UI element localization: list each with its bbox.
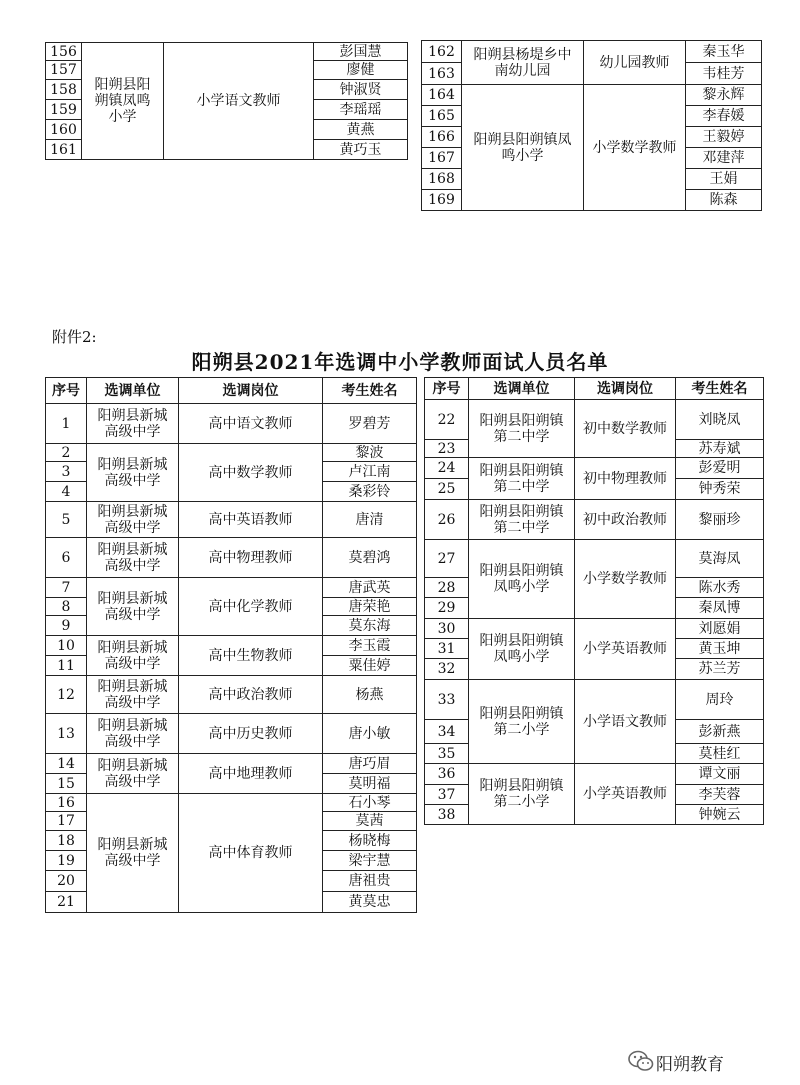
candidate-name-cell: 唐巧眉 (323, 754, 417, 774)
unit-cell: 阳朔县新城高级中学 (87, 676, 179, 714)
seq-cell: 27 (425, 540, 469, 578)
seq-cell: 32 (425, 659, 469, 680)
post-cell: 初中数学教师 (575, 400, 676, 458)
candidate-name-cell: 钟婉云 (676, 805, 764, 825)
candidate-name-cell: 王毅婷 (686, 127, 762, 148)
seq-cell: 159 (46, 100, 82, 120)
seq-cell: 166 (422, 127, 462, 148)
continuation-table-right (421, 40, 762, 211)
candidate-name-cell: 罗碧芳 (323, 404, 417, 444)
candidate-name-cell: 陈水秀 (676, 578, 764, 598)
post-cell: 小学语文教师 (575, 680, 676, 764)
candidate-name-cell: 刘晓凤 (676, 400, 764, 440)
header-unit: 选调单位 (87, 378, 179, 404)
post-cell: 初中物理教师 (575, 458, 676, 500)
table-row (46, 538, 417, 578)
table-row (46, 754, 417, 774)
seq-cell: 14 (46, 754, 87, 774)
candidate-name-cell: 钟秀荣 (676, 479, 764, 500)
unit-cell: 阳朔县新城高级中学 (87, 404, 179, 444)
unit-cell: 阳朔县新城高级中学 (87, 578, 179, 636)
candidate-name-cell: 李瑶瑶 (314, 100, 408, 120)
header-post: 选调岗位 (575, 378, 676, 400)
seq-cell: 17 (46, 812, 87, 831)
candidate-name-cell: 彭国慧 (314, 43, 408, 61)
post-cell: 小学数学教师 (575, 540, 676, 619)
table-row (425, 540, 764, 578)
candidate-name-cell: 邓建萍 (686, 148, 762, 169)
seq-cell: 38 (425, 805, 469, 825)
table-header-row (46, 378, 417, 404)
candidate-name-cell: 莫明福 (323, 774, 417, 794)
candidate-name-cell: 桑彩铃 (323, 482, 417, 502)
table-row (46, 794, 417, 812)
candidate-name-cell: 苏兰芳 (676, 659, 764, 680)
table-row (422, 85, 762, 106)
seq-cell: 156 (46, 43, 82, 61)
post-cell: 高中体育教师 (179, 794, 323, 913)
table-row (46, 636, 417, 656)
candidate-name-cell: 彭新燕 (676, 720, 764, 744)
seq-cell: 161 (46, 140, 82, 160)
seq-cell: 164 (422, 85, 462, 106)
seq-cell: 169 (422, 190, 462, 211)
candidate-name-cell: 莫茜 (323, 812, 417, 831)
candidate-name-cell: 唐清 (323, 502, 417, 538)
page-title: 阳朔县2021年选调中小学教师面试人员名单 (191, 350, 609, 374)
unit-cell: 阳朔县新城高级中学 (87, 714, 179, 754)
seq-cell: 10 (46, 636, 87, 656)
candidate-name-cell: 黎丽珍 (676, 500, 764, 540)
unit-cell: 阳朔县新城高级中学 (87, 794, 179, 913)
seq-cell: 9 (46, 616, 87, 636)
seq-cell: 28 (425, 578, 469, 598)
post-cell: 高中数学教师 (179, 444, 323, 502)
post-cell: 高中政治教师 (179, 676, 323, 714)
candidate-name-cell: 苏寿斌 (676, 440, 764, 458)
table-row (46, 578, 417, 598)
table-row (425, 400, 764, 440)
candidate-name-cell: 陈森 (686, 190, 762, 211)
unit-cell: 阳朔县阳朔镇第二小学 (469, 764, 575, 825)
seq-cell: 165 (422, 106, 462, 127)
candidate-name-cell: 唐荣艳 (323, 598, 417, 616)
seq-cell: 31 (425, 639, 469, 659)
candidate-name-cell: 黄巧玉 (314, 140, 408, 160)
post-cell: 幼儿园教师 (584, 41, 686, 85)
candidate-name-cell: 杨晓梅 (323, 831, 417, 851)
candidate-name-cell: 廖健 (314, 61, 408, 80)
unit-cell: 阳朔县新城高级中学 (87, 538, 179, 578)
post-cell: 高中英语教师 (179, 502, 323, 538)
candidate-name-cell: 王娟 (686, 169, 762, 190)
candidate-name-cell: 唐小敏 (323, 714, 417, 754)
post-cell: 初中政治教师 (575, 500, 676, 540)
unit-cell: 阳朔县杨堤乡中南幼儿园 (462, 41, 584, 85)
post-cell: 小学数学教师 (584, 85, 686, 211)
post-cell: 高中历史教师 (179, 714, 323, 754)
candidate-name-cell: 莫桂红 (676, 744, 764, 764)
unit-cell: 阳朔县阳朔镇第二小学 (469, 680, 575, 764)
table-row (46, 676, 417, 714)
unit-cell: 阳朔县新城高级中学 (87, 444, 179, 502)
candidate-name-cell: 谭文丽 (676, 764, 764, 785)
unit-cell: 阳朔县新城高级中学 (87, 636, 179, 676)
table-row (46, 502, 417, 538)
candidate-name-cell: 唐武英 (323, 578, 417, 598)
seq-cell: 18 (46, 831, 87, 851)
continuation-table-left (45, 42, 408, 160)
post-cell: 高中化学教师 (179, 578, 323, 636)
seq-cell: 6 (46, 538, 87, 578)
candidate-name-cell: 黄燕 (314, 120, 408, 140)
seq-cell: 33 (425, 680, 469, 720)
wechat-icon (628, 1050, 654, 1072)
unit-cell: 阳朔县阳朔镇第二中学 (469, 400, 575, 458)
table-row (422, 41, 762, 63)
seq-cell: 21 (46, 892, 87, 913)
post-cell: 高中物理教师 (179, 538, 323, 578)
header-name: 考生姓名 (676, 378, 764, 400)
seq-cell: 12 (46, 676, 87, 714)
seq-cell: 8 (46, 598, 87, 616)
seq-cell: 13 (46, 714, 87, 754)
seq-cell: 16 (46, 794, 87, 812)
candidate-name-cell: 粟佳婷 (323, 656, 417, 676)
seq-cell: 19 (46, 851, 87, 871)
candidate-name-cell: 黄莫忠 (323, 892, 417, 913)
seq-cell: 15 (46, 774, 87, 794)
table-header-row (425, 378, 764, 400)
header-seq: 序号 (46, 378, 87, 404)
unit-cell: 阳朔县阳朔镇凤鸣小学 (469, 619, 575, 680)
post-cell: 小学英语教师 (575, 764, 676, 825)
candidate-name-cell: 黎波 (323, 444, 417, 462)
candidate-name-cell: 韦桂芳 (686, 63, 762, 85)
candidate-name-cell: 卢江南 (323, 462, 417, 482)
candidate-name-cell: 黄玉坤 (676, 639, 764, 659)
header-unit: 选调单位 (469, 378, 575, 400)
post-cell: 高中地理教师 (179, 754, 323, 794)
seq-cell: 1 (46, 404, 87, 444)
seq-cell: 37 (425, 785, 469, 805)
post-cell: 小学英语教师 (575, 619, 676, 680)
seq-cell: 3 (46, 462, 87, 482)
table-row (46, 714, 417, 754)
seq-cell: 7 (46, 578, 87, 598)
seq-cell: 25 (425, 479, 469, 500)
seq-cell: 30 (425, 619, 469, 639)
seq-cell: 11 (46, 656, 87, 676)
table-row (425, 500, 764, 540)
seq-cell: 157 (46, 61, 82, 80)
candidate-name-cell: 彭爱明 (676, 458, 764, 479)
header-name: 考生姓名 (323, 378, 417, 404)
seq-cell: 162 (422, 41, 462, 63)
candidate-name-cell: 刘愿娟 (676, 619, 764, 639)
seq-cell: 36 (425, 764, 469, 785)
unit-cell: 阳朔县新城高级中学 (87, 502, 179, 538)
candidate-name-cell: 石小琴 (323, 794, 417, 812)
seq-cell: 22 (425, 400, 469, 440)
interview-list-table-right (424, 377, 764, 825)
candidate-name-cell: 莫海凤 (676, 540, 764, 578)
candidate-name-cell: 莫东海 (323, 616, 417, 636)
table-row (425, 619, 764, 639)
seq-cell: 2 (46, 444, 87, 462)
seq-cell: 4 (46, 482, 87, 502)
brand-name: 阳朔教育 (656, 1055, 724, 1075)
seq-cell: 168 (422, 169, 462, 190)
post-cell: 高中生物教师 (179, 636, 323, 676)
seq-cell: 20 (46, 871, 87, 892)
header-post: 选调岗位 (179, 378, 323, 404)
seq-cell: 23 (425, 440, 469, 458)
table-row (425, 764, 764, 785)
table-row (46, 404, 417, 444)
candidate-name-cell: 秦凤博 (676, 598, 764, 619)
candidate-name-cell: 李玉霞 (323, 636, 417, 656)
seq-cell: 26 (425, 500, 469, 540)
candidate-name-cell: 梁宇慧 (323, 851, 417, 871)
seq-cell: 160 (46, 120, 82, 140)
unit-cell: 阳朔县阳朔镇凤鸣小学 (469, 540, 575, 619)
attachment-label: 附件2: (52, 328, 97, 346)
candidate-name-cell: 秦玉华 (686, 41, 762, 63)
table-row (46, 43, 408, 61)
seq-cell: 167 (422, 148, 462, 169)
unit-cell: 阳朔县阳朔镇凤鸣小学 (82, 43, 164, 160)
seq-cell: 34 (425, 720, 469, 744)
table-row (425, 458, 764, 479)
table-row (46, 444, 417, 462)
candidate-name-cell: 杨燕 (323, 676, 417, 714)
candidate-name-cell: 周玲 (676, 680, 764, 720)
unit-cell: 阳朔县阳朔镇第二中学 (469, 458, 575, 500)
post-cell: 高中语文教师 (179, 404, 323, 444)
unit-cell: 阳朔县阳朔镇第二中学 (469, 500, 575, 540)
unit-cell: 阳朔县新城高级中学 (87, 754, 179, 794)
seq-cell: 29 (425, 598, 469, 619)
post-cell: 小学语文教师 (164, 43, 314, 160)
seq-cell: 158 (46, 80, 82, 100)
header-seq: 序号 (425, 378, 469, 400)
seq-cell: 35 (425, 744, 469, 764)
unit-cell: 阳朔县阳朔镇凤鸣小学 (462, 85, 584, 211)
table-row (425, 680, 764, 720)
candidate-name-cell: 李春媛 (686, 106, 762, 127)
interview-list-table-left (45, 377, 417, 913)
candidate-name-cell: 李芙蓉 (676, 785, 764, 805)
candidate-name-cell: 唐祖贵 (323, 871, 417, 892)
seq-cell: 5 (46, 502, 87, 538)
candidate-name-cell: 黎永辉 (686, 85, 762, 106)
seq-cell: 24 (425, 458, 469, 479)
seq-cell: 163 (422, 63, 462, 85)
candidate-name-cell: 钟淑贤 (314, 80, 408, 100)
candidate-name-cell: 莫碧鸿 (323, 538, 417, 578)
